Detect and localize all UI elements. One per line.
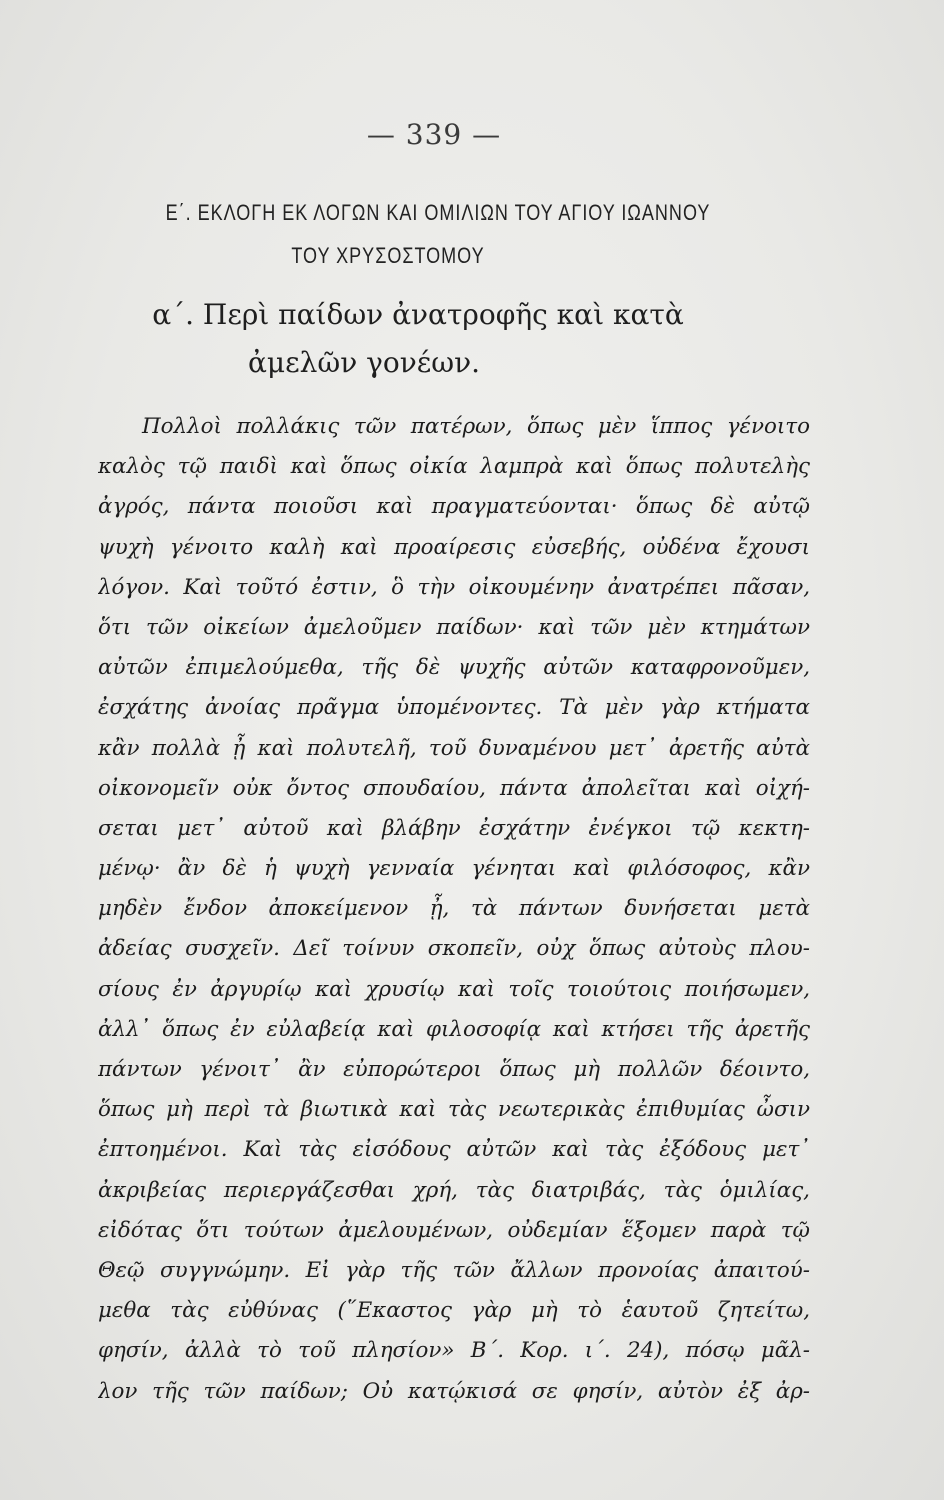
text-line: Πολλοὶ πολλάκις τῶν πατέρων, ὅπως μὲν ἵππος γένοιτο (142, 414, 810, 439)
text-line: λον τῆς τῶν παίδων; Οὐ κατῴκισά σε φησίν, αὐτὸν ἐξ ἀρ- (98, 1378, 810, 1404)
text-line: ὅτι τῶν οἰκείων ἀμελοῦμεν παίδων· καὶ τῶν μὲν κτημάτων (98, 614, 810, 640)
text-line: κἂν πολλὰ ᾖ καὶ πολυτελῆ, τοῦ δυναμένου μετ᾽ ἀρετῆς αὐτὰ (98, 735, 810, 761)
text-line: ἐπτοημένοι. Καὶ τὰς εἰσόδους αὐτῶν καὶ τὰς ἐξόδους μετ᾽ (98, 1137, 810, 1163)
text-line: μένῳ· ἂν δὲ ἡ ψυχὴ γενναία γένηται καὶ φιλόσοφος, κἂν (98, 856, 810, 882)
text-line: σεται μετ᾽ αὐτοῦ καὶ βλάβην ἐσχάτην ἐνέγκοι τῷ κεκτη- (98, 815, 810, 841)
text-line: εἰδότας ὅτι τούτων ἀμελουμένων, οὐδεμίαν ἕξομεν παρὰ τῷ (98, 1217, 810, 1243)
text-line: οἰκονομεῖν οὐκ ὄντος σπουδαίου, πάντα ἀπολεῖται καὶ οἰχή- (98, 775, 810, 801)
text-line: μεθα τὰς εὐθύνας (῞Εκαστος γὰρ μὴ τὸ ἑαυτοῦ ζητείτω, (98, 1298, 810, 1324)
chapter-subtitle-line-2: ἀμελῶν γονέων. (248, 346, 480, 379)
text-line: Θεῷ συγγνώμην. Εἰ γὰρ τῆς τῶν ἄλλων προνοίας ἀπαιτού- (98, 1257, 810, 1283)
text-line: ἀδείας συσχεῖν. Δεῖ τοίνυν σκοπεῖν, οὐχ ὅπως αὐτοὺς πλου- (98, 936, 810, 962)
text-line: ὅπως μὴ περὶ τὰ βιωτικὰ καὶ τὰς νεωτερικὰς ἐπιθυμίας ὦσιν (98, 1097, 810, 1123)
page-number: — 339 — (366, 118, 502, 151)
body-paragraph (98, 407, 810, 1412)
section-heading-line-2: ΤΟΥ ΧΡΥΣΟΣΤΟΜΟΥ (291, 243, 485, 268)
section-heading-line-1: Ε΄. ΕΚΛΟΓΗ ΕΚ ΛΟΓΩΝ ΚΑΙ ΟΜΙΛΙΩΝ ΤΟΥ ΑΓΙΟΥ ΙΩΑΝΝΟΥ (165, 200, 711, 225)
text-line: μηδὲν ἔνδον ἀποκείμενον ᾖ, τὰ πάντων δυνήσεται μετὰ (98, 896, 810, 922)
text-line: φησίν, ἀλλὰ τὸ τοῦ πλησίον» Β΄. Κορ. ι΄. 24), πόσῳ μᾶλ- (98, 1338, 810, 1364)
chapter-subtitle-line-1: α΄. Περὶ παίδων ἀνατροφῆς καὶ κατὰ (152, 298, 684, 331)
text-line: πάντων γένοιτ᾽ ἂν εὐπορώτεροι ὅπως μὴ πολλῶν δέοιντο, (98, 1057, 810, 1082)
text-line: ψυχὴ γένοιτο καλὴ καὶ προαίρεσις εὐσεβής, οὐδένα ἔχουσι (98, 534, 810, 560)
text-line: αὐτῶν ἐπιμελούμεθα, τῆς δὲ ψυχῆς αὐτῶν καταφρονοῦμεν, (98, 655, 810, 681)
text-line: καλὸς τῷ παιδὶ καὶ ὅπως οἰκία λαμπρὰ καὶ ὅπως πολυτελὴς (98, 454, 810, 480)
text-line: ἀκριβείας περιεργάζεσθαι χρή, τὰς διατριβάς, τὰς ὁμιλίας, (98, 1177, 810, 1203)
text-line: ἀγρός, πάντα ποιοῦσι καὶ πραγματεύονται· ὅπως δὲ αὐτῷ (98, 494, 810, 520)
text-line: σίους ἐν ἀργυρίῳ καὶ χρυσίῳ καὶ τοῖς τοιούτοις ποιήσωμεν, (98, 976, 810, 1002)
text-line: λόγον. Καὶ τοῦτό ἐστιν, ὃ τὴν οἰκουμένην ἀνατρέπει πᾶσαν, (98, 574, 810, 600)
text-line: ἀλλ᾽ ὅπως ἐν εὐλαβείᾳ καὶ φιλοσοφίᾳ καὶ κτήσει τῆς ἀρετῆς (98, 1016, 810, 1042)
text-line: ἐσχάτης ἀνοίας πρᾶγμα ὑπομένοντες. Τὰ μὲν γὰρ κτήματα (98, 695, 810, 721)
